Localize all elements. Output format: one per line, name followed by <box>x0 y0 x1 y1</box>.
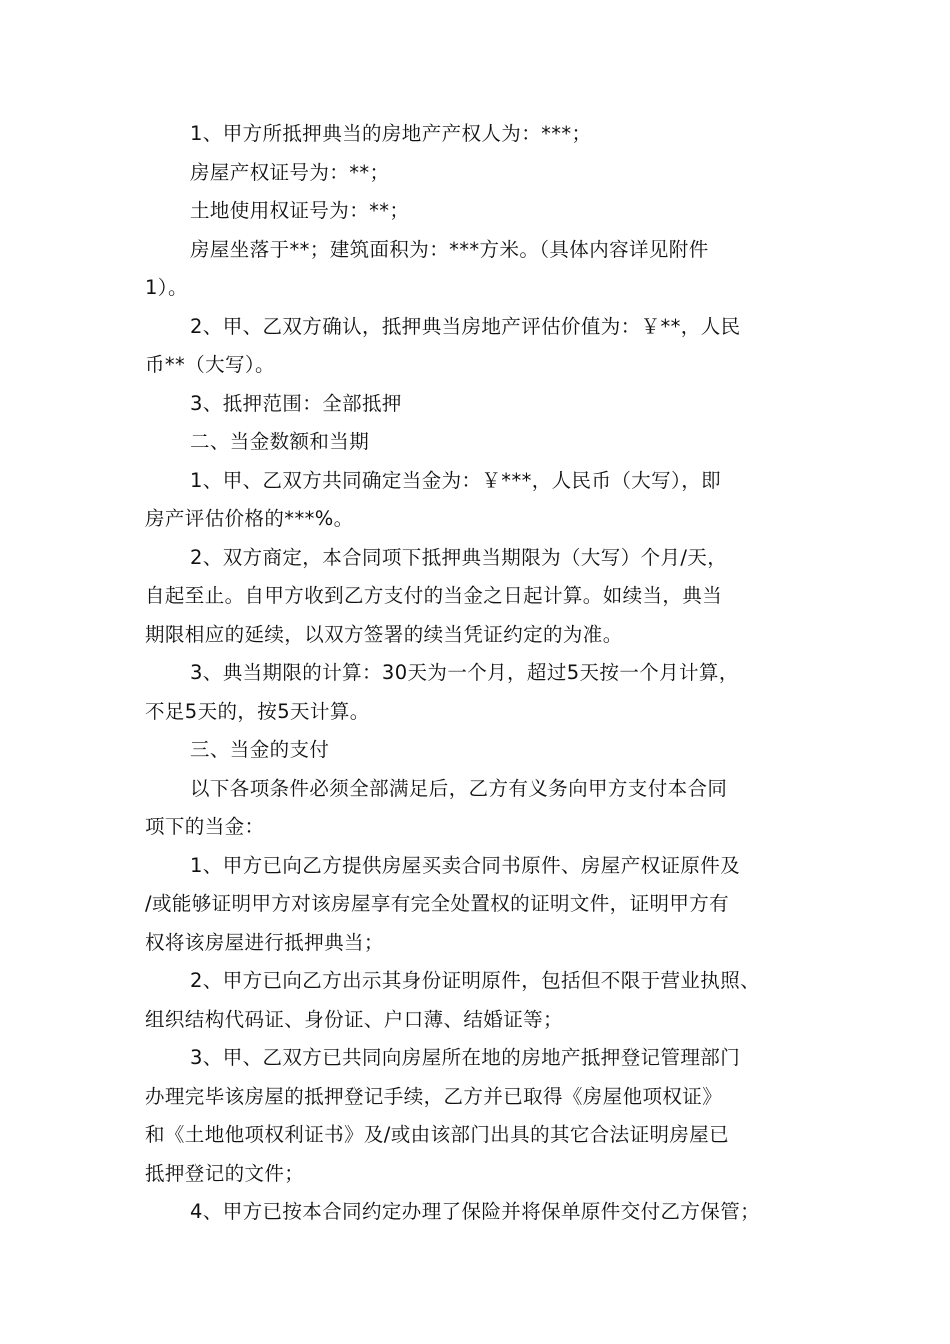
section-heading-2 <box>145 423 810 462</box>
paragraph-p14 <box>145 962 810 1039</box>
text-line: 以下各项条件必须全部满足后，乙方有义务向甲方支付本合同 <box>190 776 728 800</box>
text-line: 1、甲方所抵押典当的房地产产权人为：***； <box>190 122 592 145</box>
paragraph-p12 <box>145 770 810 847</box>
text-line: 1、甲方已向乙方提供房屋买卖合同书原件、房屋产权证原件及 <box>190 853 741 877</box>
text-line: 不足5天的，按5天计算。 <box>145 699 370 723</box>
paragraph-p13 <box>145 847 810 963</box>
text-line: 土地使用权证号为：**； <box>190 199 410 222</box>
text-line: 期限相应的延续，以双方签署的续当凭证约定的为准。 <box>145 622 623 646</box>
paragraph-p3 <box>145 192 810 231</box>
text-line: 币**（大写）。 <box>145 353 275 376</box>
text-line: 房产评估价格的***%。 <box>145 507 354 530</box>
text-line: 和《土地他项权利证书》及/或由该部门出具的其它合法证明房屋已 <box>145 1123 730 1146</box>
text-line: 房屋产权证号为：**； <box>190 160 390 184</box>
paragraph-p16 <box>145 1193 810 1232</box>
text-line: 1、甲、乙双方共同确定当金为：￥***，人民币（大写），即 <box>190 468 722 492</box>
paragraph-p9 <box>145 539 810 655</box>
text-line: 2、双方商定，本合同项下抵押典当期限为（大写）个月/天， <box>190 545 728 569</box>
text-line: 房屋坐落于**；建筑面积为：***方米。（具体内容详见附件 <box>190 237 709 261</box>
text-line: 办理完毕该房屋的抵押登记手续，乙方并已取得《房屋他项权证》 <box>145 1084 723 1108</box>
text-line: 3、甲、乙双方已共同向房屋所在地的房地产抵押登记管理部门 <box>190 1046 741 1069</box>
text-line: 1）。 <box>145 276 188 299</box>
section-heading-3 <box>145 731 810 770</box>
text-line: 2、甲、乙双方确认，抵押典当房地产评估价值为：￥**，人民 <box>190 314 741 338</box>
paragraph-p2 <box>145 154 810 193</box>
paragraph-p8 <box>145 462 810 539</box>
paragraph-p10 <box>145 654 810 731</box>
text-line: 4、甲方已按本合同约定办理了保险并将保单原件交付乙方保管； <box>190 1200 761 1223</box>
text-line: 2、甲方已向乙方出示其身份证明原件，包括但不限于营业执照、 <box>190 969 761 992</box>
text-line: /或能够证明甲方对该房屋享有完全处置权的证明文件，证明甲方有 <box>145 892 730 915</box>
text-line: 抵押登记的文件； <box>145 1161 305 1185</box>
text-line: 3、抵押范围：全部抵押 <box>190 391 402 415</box>
paragraph-p5 <box>145 308 810 385</box>
paragraph-p4 <box>145 231 810 308</box>
text-line: 3、典当期限的计算：30天为一个月，超过5天按一个月计算， <box>190 661 739 684</box>
text-line: 权将该房屋进行抵押典当； <box>145 930 384 954</box>
document-page <box>145 115 810 1232</box>
paragraph-p6 <box>145 385 810 424</box>
paragraph-p15 <box>145 1039 810 1193</box>
paragraph-p1 <box>145 115 810 154</box>
text-line: 组织结构代码证、身份证、户口薄、结婚证等； <box>145 1007 563 1031</box>
text-line: 项下的当金： <box>145 815 265 838</box>
text-line: 自起至止。自甲方收到乙方支付的当金之日起计算。如续当，典当 <box>145 584 723 607</box>
text-line: 二、当金数额和当期 <box>190 430 370 453</box>
text-line: 三、当金的支付 <box>190 738 330 761</box>
